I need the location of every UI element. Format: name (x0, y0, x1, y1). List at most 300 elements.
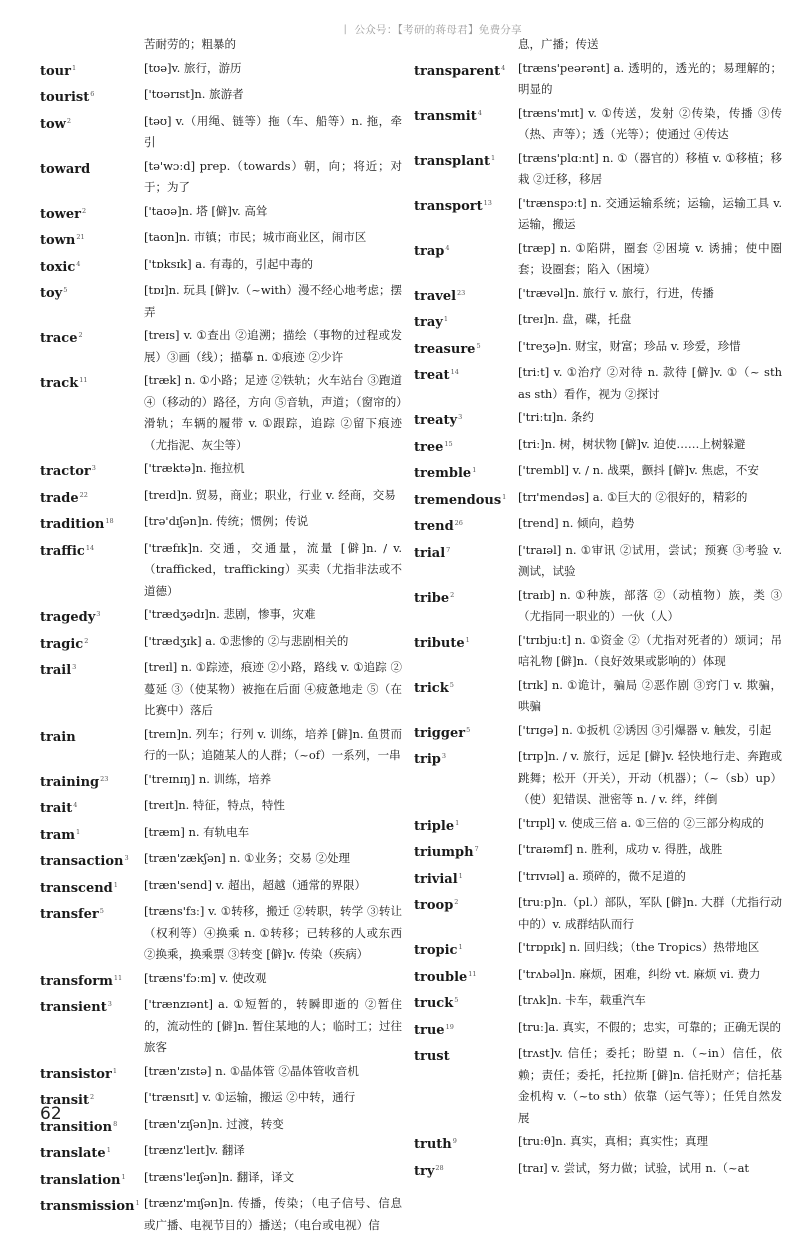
frequency-count: 18 (105, 517, 114, 525)
headword (414, 58, 518, 101)
headword (414, 103, 518, 146)
frequency-count: 3 (91, 464, 96, 472)
definition: ['trædʒədɪ]n. 悲剧，惨事，灾难 (144, 607, 316, 621)
headword-text: trait (40, 801, 73, 816)
frequency-count: 4 (501, 63, 506, 72)
definition: ['taʊə]n. 塔 [僻]v. 高耸 (144, 203, 268, 218)
headword-text: tremendous (414, 492, 502, 508)
definition: [træns'peərənt] a. 透明的，透光的；易理解的；明显的 (518, 60, 782, 96)
frequency-count: 22 (79, 490, 88, 499)
frequency-count: 1 (490, 153, 496, 162)
dictionary-entry (40, 657, 402, 722)
definition: [taʊn]n. 市镇；市民；城市商业区，闹市区 (144, 230, 367, 244)
frequency-count: 1 (472, 466, 477, 474)
headword (40, 848, 144, 873)
dictionary-entry (414, 513, 782, 538)
headword (40, 769, 144, 794)
headword-text: transform (40, 973, 113, 989)
dictionary-entry (414, 487, 782, 512)
definition: ['trembl] v. / n. 战栗，颤抖 [僻]v. 焦虑，不安 (518, 463, 759, 477)
continuation-text: 息，广播；传送 (518, 37, 599, 51)
headword-text: transit (40, 1093, 89, 1108)
definition: ['traɪəmf] n. 胜利，成功 v. 得胜，战胜 (518, 842, 723, 856)
headword-text: trivial (414, 871, 458, 887)
headword (40, 538, 144, 603)
definition: [trʌst]v. 信任；委托；盼望 n.（~in）信任，依赖；责任；委托，托拉斯 [僻]n. 信托财产；信托基金机构 v.（~to sth）依靠（运气等）；任凭自然发展 (518, 1046, 782, 1125)
headword-text: trip (414, 752, 441, 767)
headword (40, 875, 144, 900)
dictionary-entry (414, 1158, 782, 1183)
frequency-count: 1 (76, 827, 81, 836)
dictionary-entry (414, 937, 782, 962)
dictionary-entry (414, 839, 782, 864)
headword-text: triple (414, 818, 455, 834)
frequency-count: 1 (465, 635, 470, 644)
dictionary-entry (40, 84, 402, 109)
headword (40, 458, 144, 483)
dictionary-entry (40, 795, 402, 820)
definition: [treɪd]n. 贸易，商业；职业，行业 v. 经商，交易 (144, 487, 396, 502)
dictionary-entry (414, 720, 782, 745)
headword (40, 325, 144, 368)
dictionary-entry (414, 362, 782, 405)
frequency-count: 2 (90, 1093, 95, 1101)
headword (40, 84, 144, 109)
headword-text: travel (414, 288, 457, 304)
definition: ['trʌbəl]n. 麻烦，困难，纠纷 vt. 麻烦 vi. 费力 (518, 966, 761, 981)
dictionary-entry (414, 964, 782, 989)
frequency-count: 7 (474, 845, 479, 853)
dictionary-entry (40, 156, 402, 199)
headword-text: trigger (414, 725, 466, 741)
headword-text: tourist (40, 90, 90, 105)
headword-text: town (40, 233, 76, 248)
definition: [træns'plɑːnt] n. ①（器官的）移植 v. ①移植；移栽 ②迁移，移居 (518, 150, 782, 186)
headword (414, 238, 518, 281)
headword (40, 968, 144, 993)
dictionary-entry (40, 280, 402, 323)
frequency-count: 8 (113, 1119, 118, 1128)
frequency-count: 6 (90, 90, 95, 98)
dictionary-entry (40, 1193, 402, 1236)
headword-text: translate (40, 1146, 106, 1161)
definition: [træns'mɪt] v. ①传送，发射 ②传染，传播 ③传（热、声等）；透（光等）；使通过 ④传达 (518, 105, 782, 141)
headword-text: toward (40, 161, 91, 177)
headword (40, 201, 144, 226)
headword-text: tragic (40, 636, 84, 652)
headword (40, 1167, 144, 1192)
headword (40, 795, 144, 820)
headword (414, 746, 518, 811)
headword (40, 227, 144, 252)
frequency-count: 2 (82, 206, 87, 215)
definition: [trʌk]n. 卡车，载重汽车 (518, 993, 646, 1007)
definition: [trænz'leɪt]v. 翻译 (144, 1143, 245, 1157)
definition: ['trɪbjuːt] n. ①资金 ②（尤指对死者的）颂词；吊唁礼物 [僻]n.（良好效果或影响的）体现 (518, 632, 782, 668)
headword-text: transistor (40, 1066, 112, 1082)
frequency-count: 5 (476, 341, 481, 350)
headword-text: tram (40, 827, 76, 843)
headword-text: tradition (40, 517, 105, 532)
watermark-text: 丨 公众号：【考研的蒋母君】免费分享 (340, 24, 522, 36)
headword-text: transport (414, 198, 483, 214)
headword (40, 370, 144, 456)
headword (414, 964, 518, 989)
dictionary-entry (414, 675, 782, 718)
headword-text: tremble (414, 466, 472, 481)
frequency-count: 11 (79, 376, 88, 384)
dictionary-entry (40, 538, 402, 603)
headword (414, 839, 518, 864)
definition: [træn'zækʃən] n. ①业务；交易 ②处理 (144, 851, 350, 865)
headword (414, 540, 518, 583)
frequency-count: 4 (73, 801, 78, 809)
headword (414, 1158, 518, 1183)
headword (40, 485, 144, 510)
dictionary-entry (414, 309, 782, 334)
definition: [træn'zɪʃən]n. 过渡，转变 (144, 1116, 284, 1131)
headword-text: tray (414, 315, 443, 330)
frequency-count: 1 (443, 315, 448, 323)
dictionary-entry (40, 724, 402, 767)
headword (40, 822, 144, 847)
dictionary-entry (414, 866, 782, 891)
dictionary-entry (414, 103, 782, 146)
headword (414, 813, 518, 838)
headword-text: traffic (40, 543, 85, 559)
headword-text: tour (40, 63, 71, 79)
frequency-count: 11 (468, 969, 477, 978)
headword (40, 724, 144, 767)
headword-text: translation (40, 1172, 121, 1188)
frequency-count: 5 (63, 286, 68, 294)
headword (414, 1017, 518, 1042)
headword (40, 1061, 144, 1086)
frequency-count: 2 (454, 898, 459, 906)
frequency-count: 2 (450, 590, 455, 599)
dictionary-entry (414, 540, 782, 583)
dictionary-entry (40, 111, 402, 154)
headword (414, 585, 518, 628)
definition: [treɪn]n. 列车；行列 v. 训练，培养 [僻]n. 鱼贯而行的一队；追随某人的人群；（~of）一系列，一串 (144, 726, 402, 762)
definition: [trɪ'mendəs] a. ①巨大的 ②很好的，精彩的 (518, 489, 748, 504)
definition: ['triːtɪ]n. 条约 (518, 410, 594, 424)
dictionary-entry (414, 1017, 782, 1042)
frequency-count: 3 (107, 1000, 112, 1008)
definition: [trɪp]n. / v. 旅行，远足 [僻]v. 轻快地行走、奔跑或跳舞；松开（开关），开动（机器）；（~（sb）up）（使）犯错误、泄密等 n. / v. 绊，绊倒 (518, 749, 782, 806)
headword (414, 460, 518, 485)
dictionary-entry (414, 892, 782, 935)
definition: [treɪ]n. 盘，碟，托盘 (518, 312, 632, 326)
right-entry-list (414, 58, 782, 1183)
headword (414, 513, 518, 538)
headword-text: treat (414, 368, 450, 383)
headword-text: troop (414, 898, 454, 913)
headword-text: trick (414, 680, 449, 696)
headword (40, 156, 144, 199)
definition: ['trænzɪənt] a. ①短暂的，转瞬即逝的 ②暂住的，流动性的 [僻]n. 暂住某地的人；临时工；过往旅客 (144, 997, 402, 1054)
headword-text: transition (40, 1119, 113, 1135)
dictionary-entry (414, 585, 782, 628)
headword (414, 193, 518, 236)
left-entry-list (40, 58, 402, 1237)
headword (40, 1140, 144, 1165)
frequency-count: 4 (477, 108, 482, 117)
definition: [triː]n. 树，树状物 [僻]v. 迫使……上树躲避 (518, 436, 746, 451)
definition: [træns'fɔːm] v. 使改观 (144, 970, 267, 985)
headword-text: trade (40, 490, 79, 506)
dictionary-entry (414, 1131, 782, 1156)
headword-text: tower (40, 206, 81, 222)
definition: ['trɪpl] v. 使成三倍 a. ①三倍的 ②三部分构成的 (518, 815, 764, 830)
definition: ['treɪnɪŋ] n. 训练，培养 (144, 771, 272, 786)
headword (414, 362, 518, 405)
headword (414, 407, 518, 432)
frequency-count: 19 (445, 1022, 454, 1031)
definition: ['trædʒɪk] a. ①悲惨的 ②与悲剧相关的 (144, 633, 349, 648)
headword (40, 994, 144, 1059)
dictionary-entry (40, 325, 402, 368)
frequency-count: 1 (455, 818, 460, 827)
headword (40, 254, 144, 279)
headword-text: transparent (414, 63, 501, 79)
headword (414, 309, 518, 334)
headword-text: train (40, 729, 76, 745)
frequency-count: 11 (113, 973, 123, 982)
headword-text: tree (414, 439, 444, 455)
frequency-count: 23 (100, 774, 109, 783)
frequency-count: 5 (466, 725, 471, 734)
definition: ['træfɪk]n. 交通，交通量，流量 [僻]n. / v.（trafficked，trafficking）买卖（尤指非法或不道德） (144, 540, 402, 598)
frequency-count: 1 (106, 1146, 111, 1154)
headword (40, 631, 144, 656)
dictionary-entry (414, 283, 782, 308)
headword-text: transmission (40, 1199, 135, 1214)
dictionary-entry (414, 1043, 782, 1129)
definition: [truːp]n.（pl.）部队，军队 [僻]n. 大群（尤指行动中的）v. 成群结队而行 (518, 895, 782, 931)
frequency-count: 2 (66, 116, 72, 125)
headword (40, 58, 144, 83)
headword (414, 937, 518, 962)
headword-text: truth (414, 1137, 452, 1152)
frequency-count: 1 (135, 1199, 140, 1207)
dictionary-entry (40, 822, 402, 847)
headword-text: trace (40, 331, 78, 346)
headword-text: true (414, 1022, 445, 1038)
headword-text: tow (40, 116, 66, 132)
headword-text: tragedy (40, 610, 96, 625)
definition: [tɒɪ]n. 玩具 [僻]v.（~with）漫不经心地考虑；摆弄 (144, 283, 402, 319)
dictionary-entry (40, 901, 402, 966)
headword-text: toxic (40, 259, 76, 275)
frequency-count: 3 (96, 610, 101, 618)
headword-text: transfer (40, 907, 99, 922)
left-column (40, 34, 402, 1238)
dictionary-entry (414, 746, 782, 811)
frequency-count: 7 (446, 545, 451, 554)
headword-text: tropic (414, 943, 458, 958)
headword (414, 630, 518, 673)
dictionary-entry (414, 630, 782, 673)
definition: [truː]a. 真实，不假的；忠实，可靠的；正确无误的 (518, 1019, 782, 1034)
definition: ['treʒə]n. 财宝，财富；珍品 v. 珍爱，珍惜 (518, 338, 741, 353)
headword-text: transmit (414, 108, 477, 124)
headword-text: tribe (414, 590, 450, 606)
definition: [traɪ] v. 尝试，努力做；试验，试用 n.（~at (518, 1160, 750, 1175)
headword (414, 866, 518, 891)
definition: ['trænspɔːt] n. 交通运输系统；运输，运输工具 v. 运输，搬运 (518, 195, 782, 231)
dictionary-entry (414, 148, 782, 191)
headword-text: training (40, 774, 100, 790)
definition: [treɪt]n. 特征，特点，特性 (144, 798, 285, 812)
frequency-count: 1 (121, 1172, 126, 1181)
headword-text: trouble (414, 969, 468, 985)
headword-text: trail (40, 663, 72, 678)
definition: [trend] n. 倾向，趋势 (518, 516, 635, 530)
frequency-count: 26 (454, 519, 463, 527)
dictionary-entry (40, 631, 402, 656)
headword (40, 111, 144, 154)
frequency-count: 3 (458, 413, 463, 421)
definition: ['trɪgə] n. ①扳机 ②诱因 ③引爆器 v. 触发，引起 (518, 722, 772, 737)
headword-text: try (414, 1163, 435, 1179)
dictionary-entry (414, 813, 782, 838)
headword-text: triumph (414, 845, 474, 860)
definition: [træk] n. ①小路；足迹 ②铁轨；火车站台 ③跑道 ④（移动的）路径，方向 ⑤音轨，声道；（窗帘的）滑轨；车辆的履带 v. ①跟踪，追踪 ②留下痕迹（尤指泥、灰尘等） (144, 373, 402, 452)
dictionary-entry (40, 848, 402, 873)
definition: ['tɒksɪk] a. 有毒的，引起中毒的 (144, 256, 313, 271)
dictionary-entry (40, 458, 402, 483)
headword (414, 434, 518, 459)
dictionary-entry (414, 58, 782, 101)
frequency-count: 1 (112, 1066, 117, 1075)
headword (414, 1131, 518, 1156)
headword-text: tribute (414, 635, 465, 651)
headword (40, 1193, 144, 1236)
definition: [triːt] v. ①治疗 ②对待 n. 款待 [僻]v. ①（~ sth as sth）看作，视为 ②探讨 (518, 365, 782, 401)
dictionary-entry (40, 1061, 402, 1086)
headword-text: toy (40, 286, 63, 301)
definition: [təʊ] v.（用绳、链等）拖（车、船等）n. 拖，牵引 (144, 113, 402, 149)
dictionary-entry (40, 769, 402, 794)
frequency-count: 3 (441, 752, 447, 760)
definition: ['tʊərɪst]n. 旅游者 (144, 87, 244, 101)
definition: ['traɪəl] n. ①审讯 ②试用，尝试；预赛 ③考验 v. 测试，试验 (518, 542, 782, 578)
headword-text: truck (414, 996, 454, 1011)
headword (414, 990, 518, 1015)
frequency-count: 14 (450, 368, 459, 376)
dictionary-entry (40, 994, 402, 1059)
definition: ['trævəl]n. 旅行 v. 旅行，行进，传播 (518, 285, 714, 300)
dictionary-entry (414, 407, 782, 432)
definition: [træp] n. ①陷阱，圈套 ②困境 v. 诱捕；使中圈套；设圈套；陷入（困境） (518, 240, 782, 276)
frequency-count: 3 (72, 663, 77, 671)
headword (40, 657, 144, 722)
definition: [treɪl] n. ①踪迹，痕迹 ②小路，路线 v. ①追踪 ②蔓延 ③（使某物）被拖在后面 ④疲惫地走 ⑤（在比赛中）落后 (144, 660, 402, 717)
definition: [træns'fɜː] v. ①转移，搬迁 ②转职，转学 ③转让（权利等）④换乘 n. ①转移；已转移的人或东西 ②换乘，换乘票 ③转变 [僻]v. 传染（疾病） (144, 904, 402, 961)
headword-text: transient (40, 1000, 107, 1015)
definition: [trɪk] n. ①诡计，骗局 ②恶作剧 ③窍门 v. 欺骗，哄骗 (518, 677, 782, 713)
frequency-count: 1 (458, 871, 463, 880)
headword-text: trust (414, 1049, 450, 1064)
dictionary-entry (40, 1087, 402, 1112)
definition: [træns'leɪʃən]n. 翻译，译文 (144, 1169, 295, 1184)
headword-text: trap (414, 243, 445, 259)
dictionary-entry (40, 1114, 402, 1139)
definition: [tə'wɔːd] prep.（towards）朝，向；将近；对于；为了 (144, 158, 402, 194)
headword (414, 892, 518, 935)
headword (414, 283, 518, 308)
headword-text: treaty (414, 413, 458, 428)
headword (414, 487, 518, 512)
definition: ['trænsɪt] v. ①运输，搬运 ②中转，通行 (144, 1090, 356, 1104)
headword-text: trend (414, 519, 454, 534)
frequency-count: 13 (483, 198, 492, 207)
dictionary-entry (40, 254, 402, 279)
headword (40, 280, 144, 323)
dictionary-entry (414, 238, 782, 281)
dictionary-entry (40, 604, 402, 629)
continuation-text: 苦耐劳的；粗暴的 (144, 37, 236, 51)
dictionary-entry (414, 193, 782, 236)
dictionary-entry (40, 201, 402, 226)
definition: [truːθ]n. 真实，真相；真实性；真理 (518, 1134, 709, 1148)
headword-text: tractor (40, 464, 91, 479)
headword-text: treasure (414, 341, 476, 357)
frequency-count: 5 (99, 907, 104, 915)
definition: [traɪb] n. ①种族，部落 ②（动植物）族，类 ③（尤指同一职业的）一伙（人） (518, 587, 782, 623)
dictionary-entry (40, 370, 402, 456)
frequency-count: 1 (502, 492, 507, 501)
frequency-count: 1 (458, 943, 463, 951)
frequency-count: 4 (76, 259, 81, 268)
headword (40, 511, 144, 536)
frequency-count: 2 (84, 636, 89, 645)
definition: [træn'zɪstə] n. ①晶体管 ②晶体管收音机 (144, 1063, 359, 1078)
dictionary-entry (40, 58, 402, 83)
definition: ['træktə]n. 拖拉机 (144, 461, 245, 475)
headword (414, 675, 518, 718)
headword-text: track (40, 376, 79, 391)
right-column (414, 34, 782, 1184)
headword (40, 604, 144, 629)
frequency-count: 9 (452, 1137, 457, 1145)
frequency-count: 2 (78, 331, 83, 339)
dictionary-entry (414, 336, 782, 361)
definition: ['trɪvɪəl] a. 琐碎的，微不足道的 (518, 868, 686, 883)
dictionary-entry (40, 875, 402, 900)
page-number: 62 (40, 1104, 62, 1124)
dictionary-entry (40, 485, 402, 510)
frequency-count: 1 (113, 880, 118, 889)
frequency-count: 3 (124, 854, 129, 862)
frequency-count: 14 (85, 543, 95, 552)
headword (40, 901, 144, 966)
definition: ['trɒpɪk] n. 回归线；（the Tropics）热带地区 (518, 940, 760, 954)
headword-text: transcend (40, 880, 113, 896)
headword-text: transplant (414, 153, 490, 169)
headword-text: transaction (40, 854, 124, 869)
dictionary-entry (40, 227, 402, 252)
headword (414, 336, 518, 361)
frequency-count: 23 (457, 288, 466, 297)
frequency-count: 21 (76, 233, 85, 241)
dictionary-entry (40, 968, 402, 993)
definition: [trænz'mɪʃən]n. 传播，传染；（电子信号、信息或广播、电视节目的）播送；（电台或电视）信 (144, 1196, 402, 1232)
dictionary-entry (414, 434, 782, 459)
definition: [trə'dɪʃən]n. 传统；惯例；传说 (144, 514, 309, 528)
dictionary-entry (40, 1140, 402, 1165)
